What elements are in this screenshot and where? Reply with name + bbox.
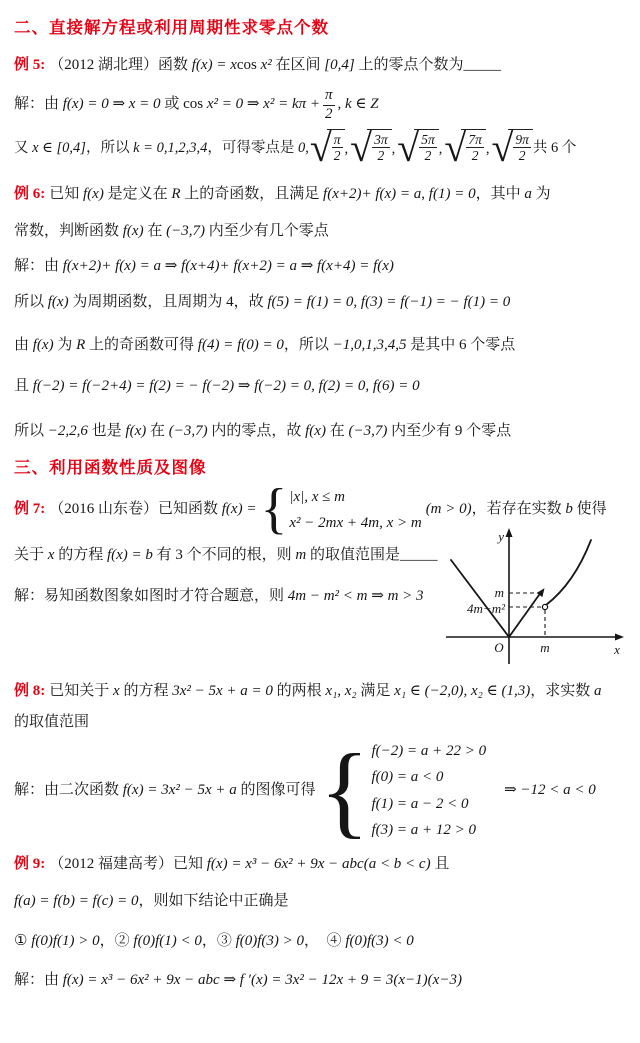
text-segment: 使得 <box>572 501 607 518</box>
section-2-heading: 二、直接解方程或利用周期性求零点个数 <box>14 18 329 37</box>
text-segment: ，③ <box>201 932 236 949</box>
text-segment: 有 3 个不同的根，则 <box>152 547 296 563</box>
ex9-problem-2 <box>14 890 630 913</box>
text-segment: 在 <box>143 223 167 239</box>
text-segment: f(x) <box>47 293 69 310</box>
text-segment: f(x) = 3x² − 5x + a <box>122 781 237 798</box>
text-segment: ，则如下结论中正确是 <box>138 893 289 910</box>
text-segment: f(0)f(1) < 0 <box>133 932 202 949</box>
example-8 <box>14 680 630 848</box>
piecewise-function <box>260 478 422 541</box>
ex5-solution-text <box>14 93 320 116</box>
ex6-solution-3 <box>14 334 630 357</box>
text-segment: −2,2,6 <box>47 423 88 440</box>
text-segment: k = 0,1,2,3,4 <box>133 139 208 156</box>
text-segment: 内至少有几个零点 <box>204 223 329 239</box>
text-segment: f(0) = a < 0 <box>371 769 444 786</box>
example-9 <box>14 853 630 992</box>
ex7-figure <box>438 524 628 672</box>
text-segment: f(x) = 0 ⇒ x = 0 <box>62 96 161 113</box>
root-numerator: 5π <box>421 131 435 147</box>
ex6-label: 例 6: <box>14 185 46 202</box>
text-segment: 的取值范围 <box>14 713 90 730</box>
text-segment: ，可得零点是 <box>207 139 298 156</box>
x-axis-label: x <box>614 641 620 657</box>
root-denominator: 2 <box>372 147 390 164</box>
ex9-problem <box>14 853 630 876</box>
text-segment: (−3,7) <box>348 423 388 440</box>
text-segment: f(0)f(3) < 0 <box>345 932 414 949</box>
ex5-zeros-text <box>14 137 309 159</box>
ex5-label: 例 5: <box>14 57 46 73</box>
text-segment: f(−2) = f(−2+4) = f(2) = − f(−2) ⇒ f(−2) = 0, f(2) = 0, f(6) = 0 <box>32 378 420 394</box>
text-segment: (−3,7) <box>166 223 205 239</box>
text-segment: 的两根 <box>272 682 326 699</box>
ex5-problem <box>14 54 630 77</box>
text-segment: R <box>76 336 86 353</box>
text-segment: 常数，判断函数 <box>14 223 123 239</box>
text-segment: 的方程 <box>119 682 173 699</box>
text-segment: 解：易知函数图象如图时才符合题意，则 <box>14 588 288 605</box>
text-segment: （2012 湖北理）函数 <box>49 57 192 73</box>
sqrt-term-5 <box>491 124 532 170</box>
text-segment: [0,4] <box>324 57 355 73</box>
text-segment: a <box>524 185 532 202</box>
text-segment: R <box>171 185 181 202</box>
text-segment: 0, <box>297 139 309 156</box>
text-segment: x ∈ [0,4] <box>32 139 86 156</box>
radical-sign: √ <box>491 124 514 170</box>
text-segment: 已知 <box>49 185 84 202</box>
sqrt-term-3 <box>397 124 438 170</box>
text-segment: f(1) = a − 2 < 0 <box>371 795 469 812</box>
piecewise-case-1 <box>289 484 421 510</box>
text-segment: f(x+2)+ f(x) = a, f(1) = 0 <box>323 185 476 202</box>
sqrt-term-2 <box>350 124 391 170</box>
text-segment: ，② <box>99 932 134 949</box>
root-denominator: 2 <box>419 147 437 164</box>
text-segment: f(x) = x³ − 6x² + 9x − abc ⇒ f ′(x) = 3x² − 12x + 9 = 3(x−1)(x−3) <box>62 971 462 988</box>
text-segment: f(x) <box>83 185 104 202</box>
text-segment: 在 <box>325 423 349 440</box>
y-axis-arrow <box>506 528 513 537</box>
text-segment: ，其中 <box>475 185 525 202</box>
sqrt-term-1 <box>309 124 345 170</box>
ex8-solution-text <box>14 779 316 802</box>
text-segment: f(x) = x³ − 6x² + 9x − abc(a < b < c) <box>206 856 431 872</box>
text-segment: 为周期函数，且周期为 4，故 <box>68 293 268 310</box>
text-segment: 内的零点，故 <box>207 423 306 440</box>
text-segment: f(x) <box>305 423 326 440</box>
ex8-problem-2 <box>14 711 630 734</box>
abs-right-branch <box>509 595 539 637</box>
text-segment: 内至少有 9 个零点 <box>387 423 512 440</box>
m-on-y-label: m <box>494 584 504 600</box>
example-5 <box>14 54 630 170</box>
text-segment: f(4) = f(0) = 0 <box>197 336 284 353</box>
text-segment: 的图像可得 <box>236 781 316 798</box>
text-segment: 所以 <box>14 293 48 310</box>
text-segment: 解：由二次函数 <box>14 781 123 798</box>
text-segment: 由 <box>14 336 33 353</box>
text-segment: 且 <box>14 378 33 394</box>
ex8-problem-text <box>49 683 601 699</box>
text-segment: 的方程 <box>54 547 107 563</box>
ex5-solution-text-2 <box>338 93 379 116</box>
text-segment: 解：由 <box>14 96 63 113</box>
text-segment: f(x) <box>122 223 144 239</box>
fraction-denominator: 2 <box>323 105 335 123</box>
comma-separator: , <box>438 141 443 158</box>
left-brace: { <box>319 732 370 848</box>
text-segment: f(5) = f(1) = 0, f(3) = f(−1) = − f(1) = 0 <box>267 293 511 310</box>
text-segment: 满足 <box>356 682 395 699</box>
text-segment: x₁, x₂ <box>325 682 357 699</box>
text-segment: x² = 0 ⇒ x² = kπ + <box>203 96 320 113</box>
text-segment: 上的奇函数可得 <box>85 336 198 353</box>
root-numerator: 9π <box>515 131 529 147</box>
ex7-intro-text <box>49 498 256 521</box>
text-segment: x <box>47 547 55 563</box>
ex6-solution-5 <box>14 420 630 443</box>
root-denominator: 2 <box>513 147 531 164</box>
text-segment: ，所以 <box>283 336 333 353</box>
ex6-solution-4 <box>14 375 630 398</box>
m-on-x-label: m <box>540 639 550 655</box>
x-axis-arrow <box>615 633 624 640</box>
text-segment: 关于 <box>14 547 48 563</box>
root-denominator: 2 <box>332 147 343 164</box>
ex7-label: 例 7: <box>14 501 46 518</box>
text-segment: （2012 福建高考）已知 <box>49 856 207 872</box>
text-segment: 共 6 个 <box>532 139 577 156</box>
comma-separator: , <box>485 141 490 158</box>
text-segment: 上的零点个数为_____ <box>354 57 501 73</box>
text-segment: 是定义在 <box>103 185 172 202</box>
ex9-problem-text <box>49 856 449 872</box>
text-segment: 又 <box>14 139 33 156</box>
text-segment: x² <box>256 57 272 73</box>
text-segment: 3x² − 5x + a = 0 <box>172 682 273 699</box>
ex6-problem-2 <box>14 220 630 243</box>
root-numerator: 7π <box>468 131 482 147</box>
text-segment: x <box>113 682 120 699</box>
ex6-solution-2 <box>14 291 630 314</box>
system-row-4 <box>371 817 486 843</box>
text-segment: −1,0,1,3,4,5 <box>332 336 407 353</box>
ex8-problem <box>14 680 630 703</box>
piecewise-case-2 <box>289 510 421 536</box>
text-segment: a <box>594 682 602 699</box>
text-segment: (m > 0) <box>425 501 472 518</box>
system-row-2 <box>371 764 486 790</box>
text-segment: 为 <box>53 336 77 353</box>
text-segment: f(0)f(3) > 0 <box>235 932 305 949</box>
section-3-heading: 三、利用函数性质及图像 <box>14 457 207 477</box>
radical-sign: √ <box>397 124 420 170</box>
function-graph <box>438 524 628 672</box>
text-segment: , k ∈ Z <box>337 96 379 113</box>
y-axis-label: y <box>498 528 504 544</box>
text-segment: f(0)f(1) > 0 <box>31 932 100 949</box>
text-segment: f(x) <box>32 336 54 353</box>
comma-separator: , <box>391 141 396 158</box>
text-segment: b <box>565 501 573 518</box>
ex5-problem-text <box>49 57 501 73</box>
text-segment: x² − 2mx + 4m, x > m <box>289 514 422 531</box>
text-segment: （2016 山东卷）已知函数 <box>49 501 222 518</box>
text-segment: 在区间 <box>271 57 325 73</box>
fraction-pi-over-2 <box>323 87 335 123</box>
ex8-solution <box>14 732 630 848</box>
text-segment: x₁ ∈ (−2,0), x₂ ∈ (1,3) <box>394 682 531 699</box>
text-segment: 是其中 6 个零点 <box>406 336 516 353</box>
left-brace: { <box>260 478 288 541</box>
text-segment: 4m − m² < m ⇒ m > 3 <box>287 588 424 605</box>
text-segment: 所以 <box>14 423 48 440</box>
text-segment: 或 <box>160 96 184 113</box>
text-segment: 上的奇函数，且满足 <box>180 185 324 202</box>
text-segment: 的取值范围是_____ <box>306 547 438 563</box>
ex5-solution <box>14 87 630 123</box>
ex9-solution <box>14 969 630 992</box>
ex9-label: 例 9: <box>14 856 46 872</box>
text-segment: f(−2) = a + 22 > 0 <box>371 743 487 759</box>
text-segment: ⇒ −12 < a < 0 <box>504 781 596 798</box>
text-segment: ，若存在实数 <box>471 501 566 518</box>
text-segment: ，求实数 <box>530 682 594 699</box>
sqrt-term-4 <box>444 124 485 170</box>
root-numerator: π <box>333 131 341 147</box>
parabola-curve <box>546 540 591 605</box>
text-segment: ， ④ <box>304 932 346 949</box>
root-numerator: 3π <box>374 131 388 147</box>
text-segment: f(x) = <box>221 501 257 518</box>
origin-label: O <box>494 639 504 655</box>
radical-sign: √ <box>350 124 373 170</box>
text-segment: 为 <box>531 185 551 202</box>
ex7-solution <box>14 585 438 608</box>
text-segment: 且 <box>430 856 450 872</box>
text-segment: f(a) = f(b) = f(c) = 0 <box>14 893 139 910</box>
4m-minus-m2-label: 4m−m² <box>467 600 505 616</box>
radical-sign: √ <box>309 124 332 170</box>
text-segment: f(3) = a + 12 > 0 <box>371 821 476 838</box>
text-segment: m <box>295 547 307 563</box>
ex6-solution-1 <box>14 255 630 278</box>
example-7 <box>14 478 630 680</box>
ex7-problem-2 <box>14 544 438 567</box>
text-segment: ，所以 <box>85 139 134 156</box>
text-segment: 解：由 <box>14 971 63 988</box>
ex7-condition-text <box>426 498 607 521</box>
ex8-label: 例 8: <box>14 682 46 699</box>
text-segment: f(x) <box>125 423 147 440</box>
text-segment: f(x) = x <box>191 57 237 73</box>
comma-separator: , <box>344 141 349 158</box>
text-segment: |x|, x ≤ m <box>289 488 345 505</box>
text-segment: ① <box>14 932 32 949</box>
system-row-1 <box>371 738 486 764</box>
inequality-system <box>319 732 487 848</box>
text-segment: 在 <box>146 423 169 440</box>
ex6-problem <box>14 183 630 206</box>
radical-sign: √ <box>444 124 467 170</box>
ex5-zeros-count <box>533 137 577 159</box>
ex9-options <box>14 930 630 953</box>
text-segment: cos <box>183 96 204 113</box>
fraction-numerator: π <box>325 87 333 104</box>
text-segment: (−3,7) <box>168 423 208 440</box>
text-segment: f(x) = b <box>106 547 153 563</box>
text-segment: 解：由 <box>14 258 63 275</box>
open-point <box>542 604 547 609</box>
text-segment: cos <box>236 57 257 73</box>
root-denominator: 2 <box>466 147 484 164</box>
text-segment: 已知关于 <box>49 682 114 699</box>
ex6-problem-text <box>49 186 550 202</box>
ex8-result-text <box>504 779 596 802</box>
ex5-zeros-line <box>14 124 630 170</box>
example-6 <box>14 183 630 444</box>
system-row-3 <box>371 791 486 817</box>
text-segment: 也是 <box>87 423 126 440</box>
text-segment: f(x+2)+ f(x) = a ⇒ f(x+4)+ f(x+2) = a ⇒ f(x+4) = f(x) <box>62 258 394 275</box>
